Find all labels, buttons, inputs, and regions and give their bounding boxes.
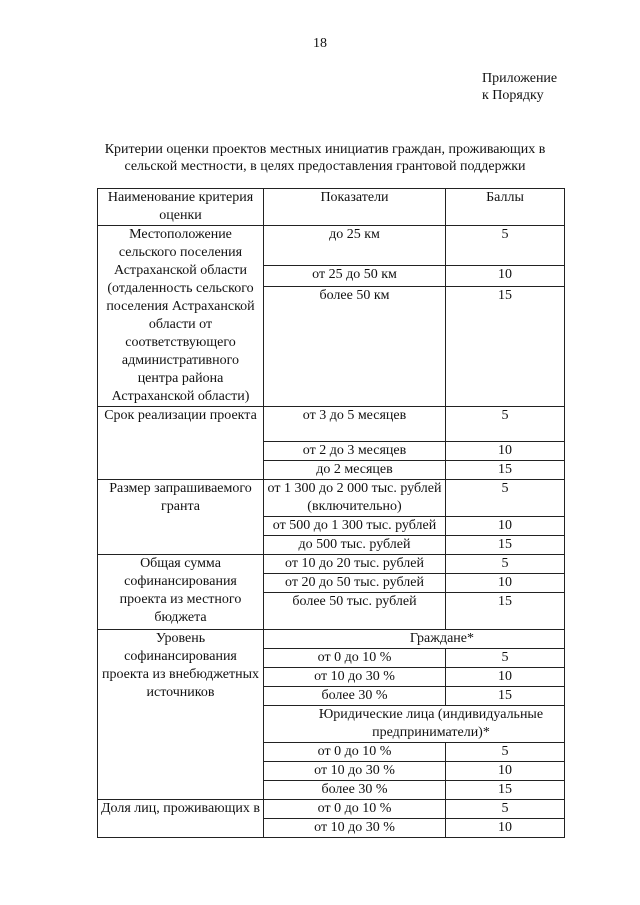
indicator-cell: более 30 % [264, 687, 446, 706]
score-cell: 10 [446, 819, 565, 838]
score-cell: 5 [446, 743, 565, 762]
score-cell: 15 [446, 687, 565, 706]
indicator-cell: более 50 тыс. рублей [264, 593, 446, 630]
indicator-cell: от 10 до 20 тыс. рублей [264, 555, 446, 574]
score-cell: 15 [446, 536, 565, 555]
criterion-term: Срок реализации проекта [98, 407, 264, 480]
score-cell: 10 [446, 442, 565, 461]
table-row [98, 630, 565, 649]
entities-subheader: Юридические лица (индивидуальные предприниматели)* [264, 706, 565, 743]
indicator-cell: от 500 до 1 300 тыс. рублей [264, 517, 446, 536]
header-indicator: Показатели [264, 189, 446, 226]
criteria-table [97, 188, 565, 838]
criterion-local-budget: Общая сумма софинансирования проекта из местного бюджета [98, 555, 264, 630]
indicator-cell: от 0 до 10 % [264, 800, 446, 819]
score-cell: 5 [446, 226, 565, 266]
criterion-extra-budget: Уровень софинансирования проекта из внебюджетных источников [98, 630, 264, 800]
score-cell: 10 [446, 517, 565, 536]
criterion-share: Доля лиц, проживающих в [98, 800, 264, 838]
indicator-cell: от 3 до 5 месяцев [264, 407, 446, 442]
indicator-cell: от 10 до 30 % [264, 762, 446, 781]
score-cell: 15 [446, 593, 565, 630]
score-cell: 5 [446, 407, 565, 442]
appendix-line-1: Приложение [482, 71, 558, 86]
score-cell: 10 [446, 762, 565, 781]
score-cell: 5 [446, 800, 565, 819]
indicator-cell: от 20 до 50 тыс. рублей [264, 574, 446, 593]
score-cell: 5 [446, 480, 565, 517]
indicator-cell: от 2 до 3 месяцев [264, 442, 446, 461]
citizens-subheader: Граждане* [264, 630, 565, 649]
table-row [98, 407, 565, 442]
indicator-cell: от 10 до 30 % [264, 668, 446, 687]
appendix-header [482, 70, 557, 104]
title-line-1: Критерии оценки проектов местных инициатив граждан, проживающих в [104, 142, 546, 157]
table-row [98, 555, 565, 574]
indicator-cell: от 25 до 50 км [264, 266, 446, 287]
page-number: 18 [313, 36, 327, 51]
header-name: Наименование критерия оценки [98, 189, 264, 226]
indicator-cell: от 0 до 10 % [264, 649, 446, 668]
table-row [98, 480, 565, 517]
indicator-cell: от 1 300 до 2 000 тыс. рублей (включительно) [264, 480, 446, 517]
header-score: Баллы [446, 189, 565, 226]
indicator-cell: от 0 до 10 % [264, 743, 446, 762]
score-cell: 5 [446, 649, 565, 668]
appendix-line-2: к Порядку [482, 88, 544, 103]
score-cell: 10 [446, 266, 565, 287]
table-row [98, 800, 565, 819]
criterion-grant-size: Размер запрашиваемого гранта [98, 480, 264, 555]
score-cell: 10 [446, 574, 565, 593]
title-line-2: сельской местности, в целях предоставления грантовой поддержки [124, 159, 526, 174]
score-cell: 15 [446, 286, 565, 406]
indicator-cell: более 30 % [264, 781, 446, 800]
indicator-cell: более 50 км [264, 286, 446, 406]
score-cell: 15 [446, 781, 565, 800]
table-header-row [98, 189, 565, 226]
indicator-cell: от 10 до 30 % [264, 819, 446, 838]
indicator-cell: до 25 км [264, 226, 446, 266]
score-cell: 15 [446, 461, 565, 480]
table-row [98, 226, 565, 266]
score-cell: 10 [446, 668, 565, 687]
score-cell: 5 [446, 555, 565, 574]
indicator-cell: до 2 месяцев [264, 461, 446, 480]
indicator-cell: до 500 тыс. рублей [264, 536, 446, 555]
document-title [90, 141, 560, 175]
criterion-location: Местоположение сельского поселения Астраханской области (отдаленность сельского поселения Астраханской области от соответствующего административного центра района Астраханской области) [98, 226, 264, 407]
